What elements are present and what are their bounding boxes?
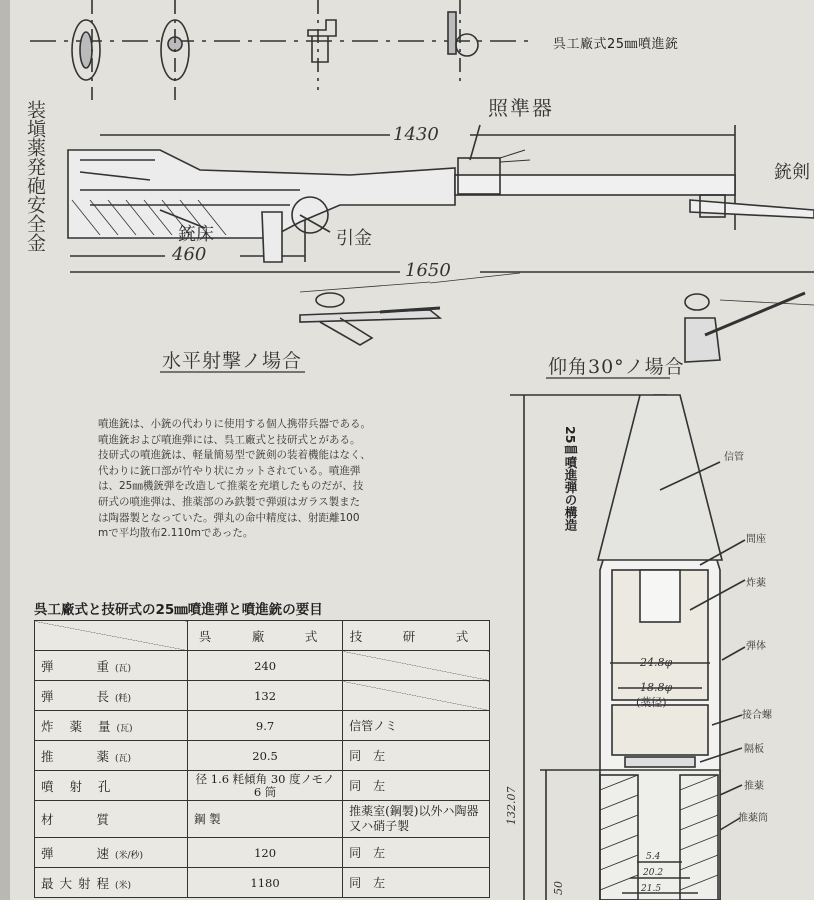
description-line: 代わりに銃口部が竹やり状にカットされている。噴進弾: [98, 464, 361, 477]
table-row: [35, 711, 490, 741]
rifle-barrel: [455, 175, 735, 195]
dim-propellant-length: 50: [552, 881, 565, 895]
giken-value: 信管ノミ: [343, 711, 490, 741]
giken-value: 同 左: [343, 771, 490, 801]
dim-outer-diameter: 24.8φ: [640, 656, 673, 669]
table-row: [35, 771, 490, 801]
row-label: 弾 速: [41, 845, 116, 861]
table-title: 呉工廠式と技研式の25㎜噴進弾と噴進銃の要目: [34, 602, 323, 618]
description-line: 噴進銃および噴進弾には、呉工廠式と技研式とがある。: [98, 433, 361, 446]
header-blank: [35, 621, 188, 651]
elevation-firing-label: 仰角30°ノ場合: [548, 356, 685, 378]
shell-cross-section: [598, 395, 722, 900]
header-giken: 技 研 式: [343, 621, 490, 651]
dim-charge-note: (薬径): [636, 696, 667, 709]
row-label: 最大射程: [41, 875, 116, 891]
table-row: [35, 741, 490, 771]
giken-value: [343, 681, 490, 711]
giken-value: 同 左: [343, 868, 490, 898]
dim-s2: 20.2: [643, 868, 664, 878]
table-header-row: [35, 621, 490, 651]
body-label: 弾体: [746, 641, 766, 652]
table-row: [35, 868, 490, 898]
row-label: 弾 長: [41, 688, 116, 704]
table-row: [35, 681, 490, 711]
joint-label: 接合螺: [742, 710, 772, 721]
giken-value: 同 左: [343, 838, 490, 868]
description-line: は、25㎜機銃弾を改造して推薬を充塡したものだが、技: [98, 480, 364, 493]
kure-value: 120: [188, 838, 343, 868]
propellant-label: 推薬: [744, 781, 764, 792]
header-kure: 呉 廠 式: [188, 621, 343, 651]
giken-value: 推薬室(鋼製)以外ハ陶器又ハ硝子製: [343, 801, 490, 838]
bayonet-label: 銃剣: [774, 162, 810, 183]
dim-1650: 1650: [405, 260, 451, 281]
fuze-label: 信管: [724, 452, 744, 463]
kure-value: 20.5: [188, 741, 343, 771]
kure-value: 鋼 製: [188, 801, 343, 838]
kure-value: 240: [188, 651, 343, 681]
dim-1430: 1430: [393, 124, 439, 145]
sight-label: 照準器: [488, 96, 554, 120]
spacer-label: 間座: [746, 534, 766, 545]
section-detail-4: [448, 12, 456, 54]
giken-value: [343, 651, 490, 681]
partition-label: 隔板: [744, 744, 764, 755]
figure-horizontal-firing: [300, 293, 440, 345]
dim-shell-length: 132.07: [505, 786, 518, 825]
kure-value: 9.7: [188, 711, 343, 741]
dim-s3: 21.5: [641, 884, 662, 894]
drawing-caption: 呉工廠式25㎜噴進銃: [553, 37, 679, 52]
row-unit: (粍): [115, 693, 132, 704]
bayonet: [690, 200, 814, 218]
kure-value: 132: [188, 681, 343, 711]
trigger-label: 引金: [336, 228, 372, 249]
shell-structure-caption: 25㎜噴進弾の構造: [563, 426, 578, 531]
table-row: [35, 838, 490, 868]
dim-charge-diameter: 18.8φ: [640, 681, 673, 694]
giken-value: 同 左: [343, 741, 490, 771]
row-label: 噴 射 孔: [41, 778, 117, 794]
rifle-grip: [262, 212, 282, 262]
rifle-stock: [68, 150, 455, 238]
stock-label: 銃床: [178, 224, 214, 245]
row-label: 弾 重: [41, 658, 116, 674]
description-line: 技研式の噴進銃は、軽量簡易型で銃剣の装着機能はなく、: [98, 449, 371, 462]
row-label: 推 薬: [41, 748, 116, 764]
propellant-tube-label: 推薬筒: [738, 813, 768, 824]
row-unit: (瓦): [115, 663, 132, 674]
dim-460: 460: [172, 244, 207, 265]
description-line: mで平均散布2.110mであった。: [98, 527, 254, 540]
description-line: 研式の噴進弾は、推薬部のみ鉄製で弾頭はガラス製また: [98, 495, 361, 508]
horizontal-firing-label: 水平射撃ノ場合: [162, 350, 303, 372]
dim-s1: 5.4: [646, 852, 661, 862]
table-row: [35, 801, 490, 838]
row-unit: (米/秒): [115, 850, 144, 861]
row-unit: (瓦): [115, 753, 132, 764]
row-label: 材 質: [41, 812, 116, 827]
kure-value: 1180: [188, 868, 343, 898]
spec-table: [34, 620, 490, 898]
explosive-label: 炸薬: [746, 578, 766, 589]
description-line: は陶器製となっていた。弾丸の命中精度は、射距離100: [98, 511, 360, 524]
description-paragraph: [98, 417, 443, 542]
description-line: 噴進銃は、小銃の代わりに使用する個人携帯兵器である。: [98, 418, 371, 430]
row-label: 炸 薬 量: [41, 718, 117, 734]
row-unit: (米): [115, 880, 132, 891]
breech-safety-label: 装塡薬発砲安全金: [24, 100, 46, 252]
table-row: [35, 651, 490, 681]
kure-value: 径 1.6 粍傾角 30 度ノモノ 6 筒: [188, 771, 343, 801]
row-unit: (瓦): [116, 723, 133, 734]
